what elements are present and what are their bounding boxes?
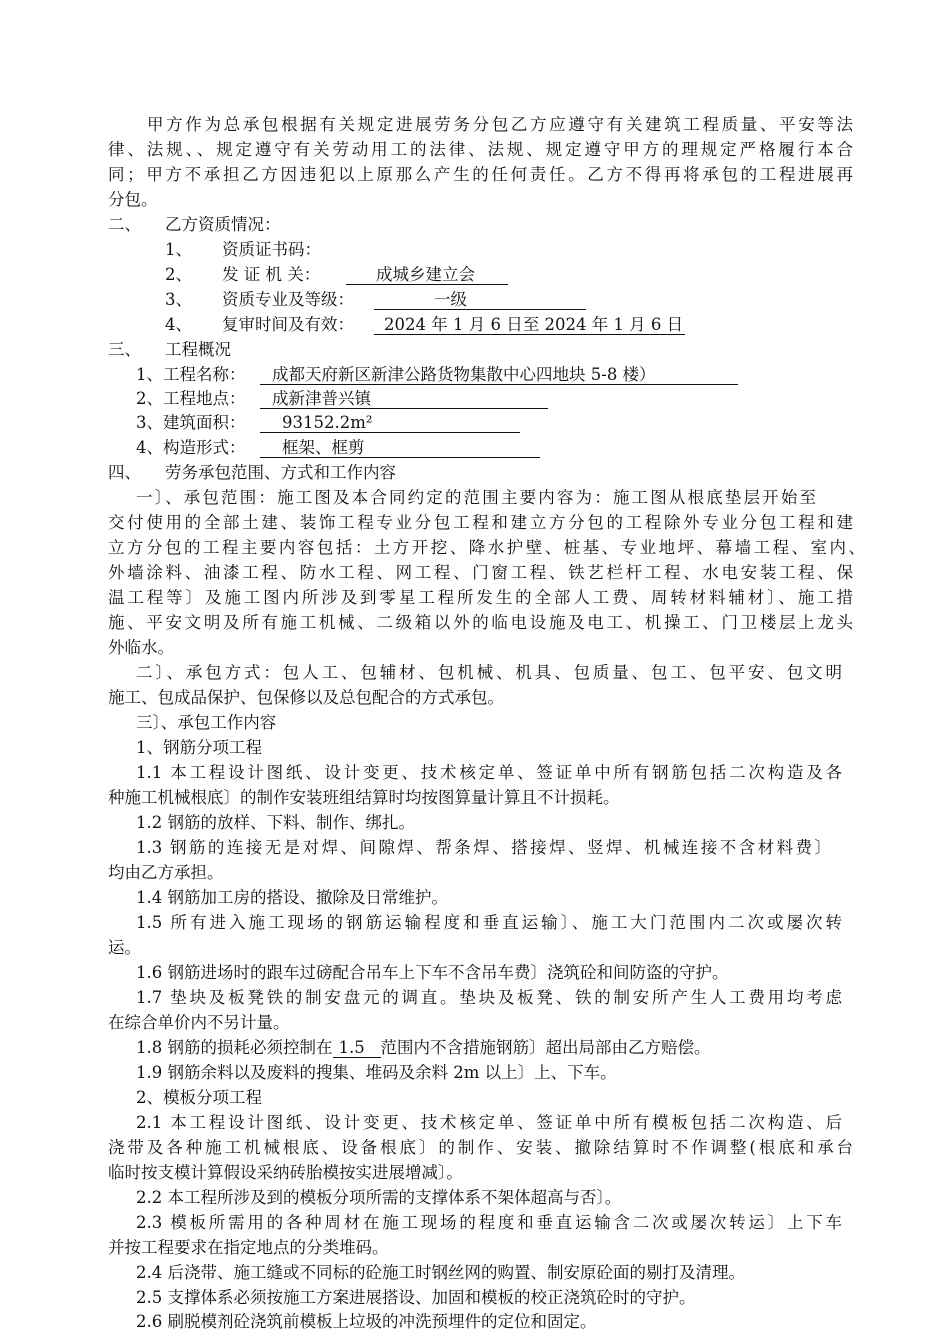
- rebar-1-7-line-2: 在综合单价内不另计量。: [108, 1013, 290, 1032]
- intro-line-1: 甲方作为总承包根据有关规定进展劳务分包乙方应遵守有关建筑工程质量、平安等法: [147, 115, 853, 134]
- formwork-2-5: 2.5 支撑体系必须按施工方案进展搭设、加固和模板的校正浇筑砼时的守护。: [136, 1288, 696, 1307]
- project-name-label: 1、工程名称：: [136, 365, 246, 384]
- rebar-1-3-line-2: 均由乙方承担。: [108, 863, 224, 882]
- formwork-2-4: 2.4 后浇带、施工缝或不同标的砼施工时钢丝网的购置、制安原砼面的剔打及清理。: [136, 1263, 745, 1282]
- section-3-title: 工程概况: [165, 340, 231, 359]
- scope-line-7: 外临水。: [108, 638, 174, 657]
- rebar-1-3-line-1: 1.3 钢筋的连接无是对焊、间隙焊、帮条焊、搭接焊、竖焊、机械连接不含材料费〕: [136, 838, 831, 857]
- rebar-1-1-line-2: 种施工机械根底〕的制作安装班组结算时均按图算量计算且不计损耗。: [108, 788, 620, 807]
- rebar-1-4: 1.4 钢筋加工房的搭设、撤除及日常维护。: [136, 888, 448, 907]
- s2-item-3-number: 3、: [165, 290, 192, 309]
- rebar-1-2: 1.2 钢筋的放样、下料、制作、绑扎。: [136, 813, 415, 832]
- s2-item-1-label: 资质证书码：: [222, 240, 321, 259]
- rebar-1-8-prefix: 1.8 钢筋的损耗必须控制在: [136, 1038, 333, 1057]
- building-area-label: 3、建筑面积：: [136, 413, 246, 432]
- scope-line-1: 一〕、承包范围：施工图及本合同约定的范围主要内容为：施工图从根底垫层开始至: [136, 488, 816, 507]
- s2-item-1-number: 1、: [165, 240, 192, 259]
- s2-item-4-label: 复审时间及有效：: [222, 315, 354, 334]
- s2-item-4-number: 4、: [165, 315, 192, 334]
- project-name-value: 成都天府新区新津公路货物集散中心四地块 5-8 楼）: [260, 366, 738, 385]
- s2-item-3-label: 资质专业及等级：: [222, 290, 354, 309]
- section-4-number: 四、: [108, 463, 141, 482]
- section-2-number: 二、: [108, 215, 141, 234]
- intro-line-4: 分包。: [108, 190, 158, 209]
- rebar-1-5-line-2: 运。: [108, 938, 141, 957]
- section-3-number: 三、: [108, 340, 141, 359]
- project-location-label: 2、工程地点：: [136, 389, 246, 408]
- formwork-section-title: 2、模板分项工程: [136, 1088, 262, 1107]
- scope-line-2: 交付使用的全部土建、装饰工程专业分包工程和建立方分包的工程除外专业分包工程和建: [108, 513, 853, 532]
- project-location-value: 成新津普兴镇: [260, 390, 548, 409]
- scope-line-6: 施、平安文明及所有施工机械、二级箱以外的临电设施及电工、机操工、门卫楼层上龙头: [108, 613, 853, 632]
- intro-line-2: 律、法规、、规定遵守有关劳动用工的法律、法规、规定遵守甲方的理规定严格履行本合: [108, 140, 853, 159]
- rebar-1-6: 1.6 钢筋进场时的跟车过磅配合吊车上下车不含吊车费〕浇筑砼和间防盗的守护。: [136, 963, 729, 982]
- rebar-1-1-line-1: 1.1 本工程设计图纸、设计变更、技术核定单、签证单中所有钢筋包括二次构造及各: [136, 763, 842, 782]
- rebar-1-9: 1.9 钢筋余料以及废料的搜集、堆码及余料 2m 以上〕上、下车。: [136, 1063, 617, 1082]
- formwork-2-1-line-2: 浇带及各种施工机械根底、设备根底〕的制作、安装、撤除结算时不作调整(根底和承台: [108, 1138, 853, 1157]
- formwork-2-3-line-2: 并按工程要求在指定地点的分类堆码。: [108, 1238, 389, 1257]
- qualification-grade-value: 一级: [374, 291, 586, 310]
- work-content-title: 三〕、承包工作内容: [136, 713, 277, 732]
- formwork-2-1-line-3: 临时按支模计算假设采纳砖胎模按实进展增减〕。: [108, 1163, 463, 1182]
- mode-line-2: 施工、包成品保护、包保修以及总包配合的方式承包。: [108, 688, 504, 707]
- review-validity-value: 2024 年 1 月 6 日至 2024 年 1 月 6 日: [374, 316, 685, 335]
- formwork-2-6: 2.6 刷脱模剂砼浇筑前模板上垃圾的冲洗预埋件的定位和固定。: [136, 1312, 597, 1331]
- structure-type-label: 4、构造形式：: [136, 438, 246, 457]
- scope-line-3: 立方分包的工程主要内容包括：土方开挖、降水护壁、桩基、专业地坪、幕墙工程、室内、: [108, 538, 865, 557]
- scope-line-5: 温工程等〕及施工图内所涉及到零星工程所发生的全部人工费、周转材料辅材〕、施工措: [108, 588, 853, 607]
- formwork-2-3-line-1: 2.3 模板所需用的各种周材在施工现场的程度和垂直运输含二次或屡次转运〕上下车: [136, 1213, 842, 1232]
- intro-line-3: 同；甲方不承担乙方因违犯以上原那么产生的任何责任。乙方不得再将承包的工程进展再: [108, 165, 853, 184]
- section-4-title: 劳务承包范围、方式和工作内容: [165, 463, 396, 482]
- s2-item-2-number: 2、: [165, 265, 192, 284]
- section-2-title: 乙方资质情况：: [165, 215, 281, 234]
- building-area-value: 93152.2m²: [260, 414, 520, 433]
- mode-line-1: 二〕、承包方式：包人工、包辅材、包机械、机具、包质量、包工、包平安、包文明: [136, 663, 842, 682]
- rebar-1-7-line-1: 1.7 垫块及板凳铁的制安盘元的调直。垫块及板凳、铁的制安所产生人工费用均考虑: [136, 988, 842, 1007]
- rebar-1-5-line-1: 1.5 所有进入施工现场的钢筋运输程度和垂直运输〕、施工大门范围内二次或屡次转: [136, 913, 842, 932]
- loss-limit-value: 1.5: [333, 1039, 381, 1058]
- formwork-2-2: 2.2 本工程所涉及到的模板分项所需的支撑体系不架体超高与否〕。: [136, 1188, 622, 1207]
- rebar-section-title: 1、钢筋分项工程: [136, 738, 262, 757]
- rebar-1-8: [136, 1035, 711, 1060]
- s2-item-2-label: 发 证 机 关：: [222, 265, 321, 284]
- scope-line-4: 外墙涂料、油漆工程、防水工程、网工程、门窗工程、铁艺栏杆工程、水电安装工程、保: [108, 563, 853, 582]
- formwork-2-1-line-1: 2.1 本工程设计图纸、设计变更、技术核定单、签证单中所有模板包括二次构造、后: [136, 1113, 842, 1132]
- structure-type-value: 框架、框剪: [260, 439, 540, 458]
- issuing-authority-value: 成城乡建立会: [346, 266, 508, 285]
- rebar-1-8-suffix: 范围内不含措施钢筋〕超出局部由乙方赔偿。: [380, 1038, 711, 1057]
